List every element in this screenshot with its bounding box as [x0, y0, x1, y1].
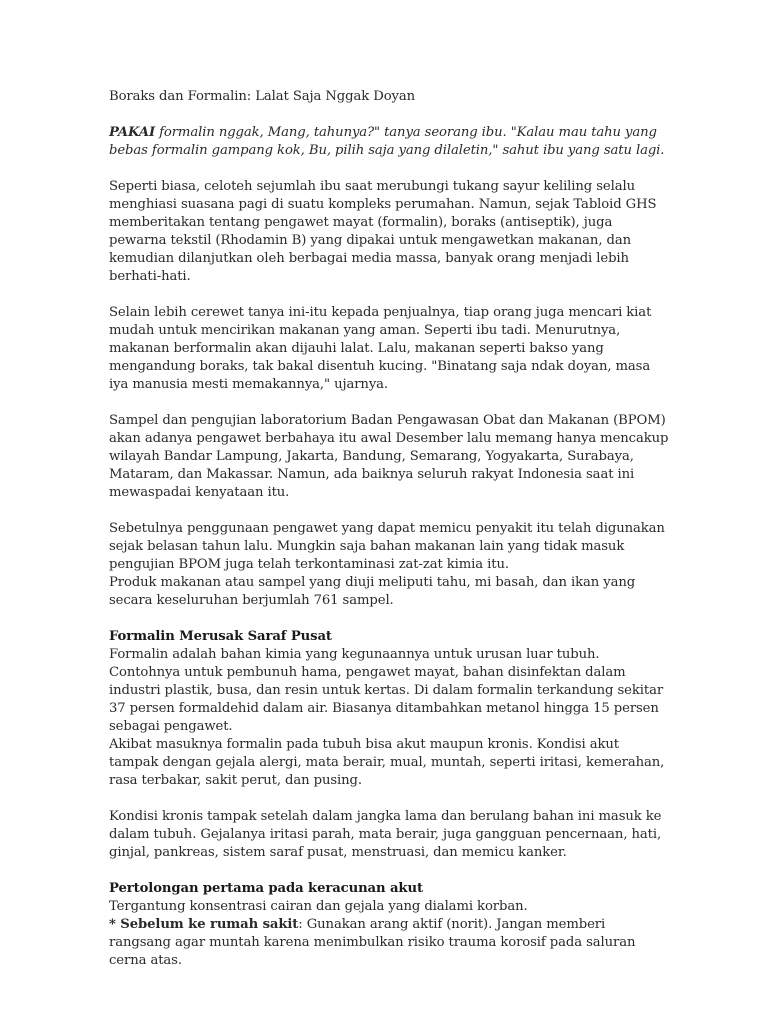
section-heading-first-aid: Pertolongan pertama pada keracunan akut — [109, 881, 423, 896]
section1-paragraph-3: Kondisi kronis tampak setelah dalam jangka lama dan berulang bahan ini masuk ke dalam tubuh. Gejalanya iritasi parah, mata berair, juga gangguan pencernaan, hati, ginjal, pankreas, sistem saraf pusat, menstruasi, dan memicu kanker. — [109, 809, 662, 860]
paragraph-3: Sampel dan pengujian laboratorium Badan Pengawasan Obat dan Makanan (BPOM) akan adanya pengawet berbahaya itu awal Desember lalu memang hanya mencakup wilayah Bandar Lampung, Jakarta, Bandung, Semarang, Yogyakarta, Surabaya, Mataram, dan Makassar. Namun, ada baiknya seluruh rakyat Indonesia saat ini mewaspadai kenyataan itu. — [109, 413, 669, 500]
paragraph-1: Seperti biasa, celoteh sejumlah ibu saat merubungi tukang sayur keliling selalu menghiasi suasana pagi di suatu kompleks perumahan. Namun, sejak Tabloid GHS memberitakan tentang pengawet mayat (formalin), boraks (antiseptik), juga pewarna tekstil (Rhodamin B) yang dipakai untuk mengawetkan makanan, dan kemudian dilanjutkan oleh berbagai media massa, banyak orang menjadi lebih berhati-hati. — [109, 179, 657, 284]
section2-paragraph-1: Tergantung konsentrasi cairan dan gejala yang dialami korban. — [109, 899, 528, 914]
spacer — [109, 610, 669, 628]
section1-paragraph-2: Akibat masuknya formalin pada tubuh bisa akut maupun kronis. Kondisi akut tampak dengan gejala alergi, mata berair, mual, muntah, seperti iritasi, kemerahan, rasa terbakar, sakit perut, dan pusing. — [109, 737, 665, 788]
intro-lead: PAKAI — [109, 125, 156, 140]
bullet-text: : Gunakan arang aktif (norit). Jangan memberi rangsang agar muntah karena menimbulkan risiko trauma korosif pada saluran cerna atas. — [109, 917, 636, 968]
spacer — [109, 862, 669, 880]
section-heading-formalin: Formalin Merusak Saraf Pusat — [109, 629, 332, 644]
spacer — [109, 502, 669, 520]
section2-bullet — [109, 916, 669, 970]
spacer — [109, 160, 669, 178]
bullet-lead: * Sebelum ke rumah sakit — [109, 917, 299, 932]
paragraph-5: Produk makanan atau sampel yang diuji meliputi tahu, mi basah, dan ikan yang secara keseluruhan berjumlah 761 sampel. — [109, 575, 636, 608]
section1-paragraph-1: Formalin adalah bahan kimia yang kegunaannya untuk urusan luar tubuh. Contohnya untuk pembunuh hama, pengawet mayat, bahan disinfektan dalam industri plastik, busa, dan resin untuk kertas. Di dalam formalin terkandung sekitar 37 persen formaldehid dalam air. Biasanya ditambahkan metanol hingga 15 persen sebagai pengawet. — [109, 647, 664, 734]
paragraph-4: Sebetulnya penggunaan pengawet yang dapat memicu penyakit itu telah digunakan sejak belasan tahun lalu. Mungkin saja bahan makanan lain yang tidak masuk pengujian BPOM juga telah terkontaminasi zat-zat kimia itu. — [109, 521, 665, 572]
intro-paragraph — [109, 124, 669, 160]
article-body — [109, 88, 669, 970]
article-title: Boraks dan Formalin: Lalat Saja Nggak Doyan — [109, 89, 416, 104]
spacer — [109, 394, 669, 412]
spacer — [109, 286, 669, 304]
intro-text: formalin nggak, Mang, tahunya?" tanya seorang ibu. "Kalau mau tahu yang bebas formalin gampang kok, Bu, pilih saja yang dilaletin," sahut ibu yang satu lagi. — [109, 125, 665, 158]
paragraph-2: Selain lebih cerewet tanya ini-itu kepada penjualnya, tiap orang juga mencari kiat mudah untuk mencirikan makanan yang aman. Seperti ibu tadi. Menurutnya, makanan berformalin akan dijauhi lalat. Lalu, makanan seperti bakso yang mengandung boraks, tak bakal disentuh kucing. "Binatang saja ndak doyan, masa iya manusia mesti memakannya," ujarnya. — [109, 305, 652, 392]
spacer — [109, 790, 669, 808]
spacer — [109, 106, 669, 124]
